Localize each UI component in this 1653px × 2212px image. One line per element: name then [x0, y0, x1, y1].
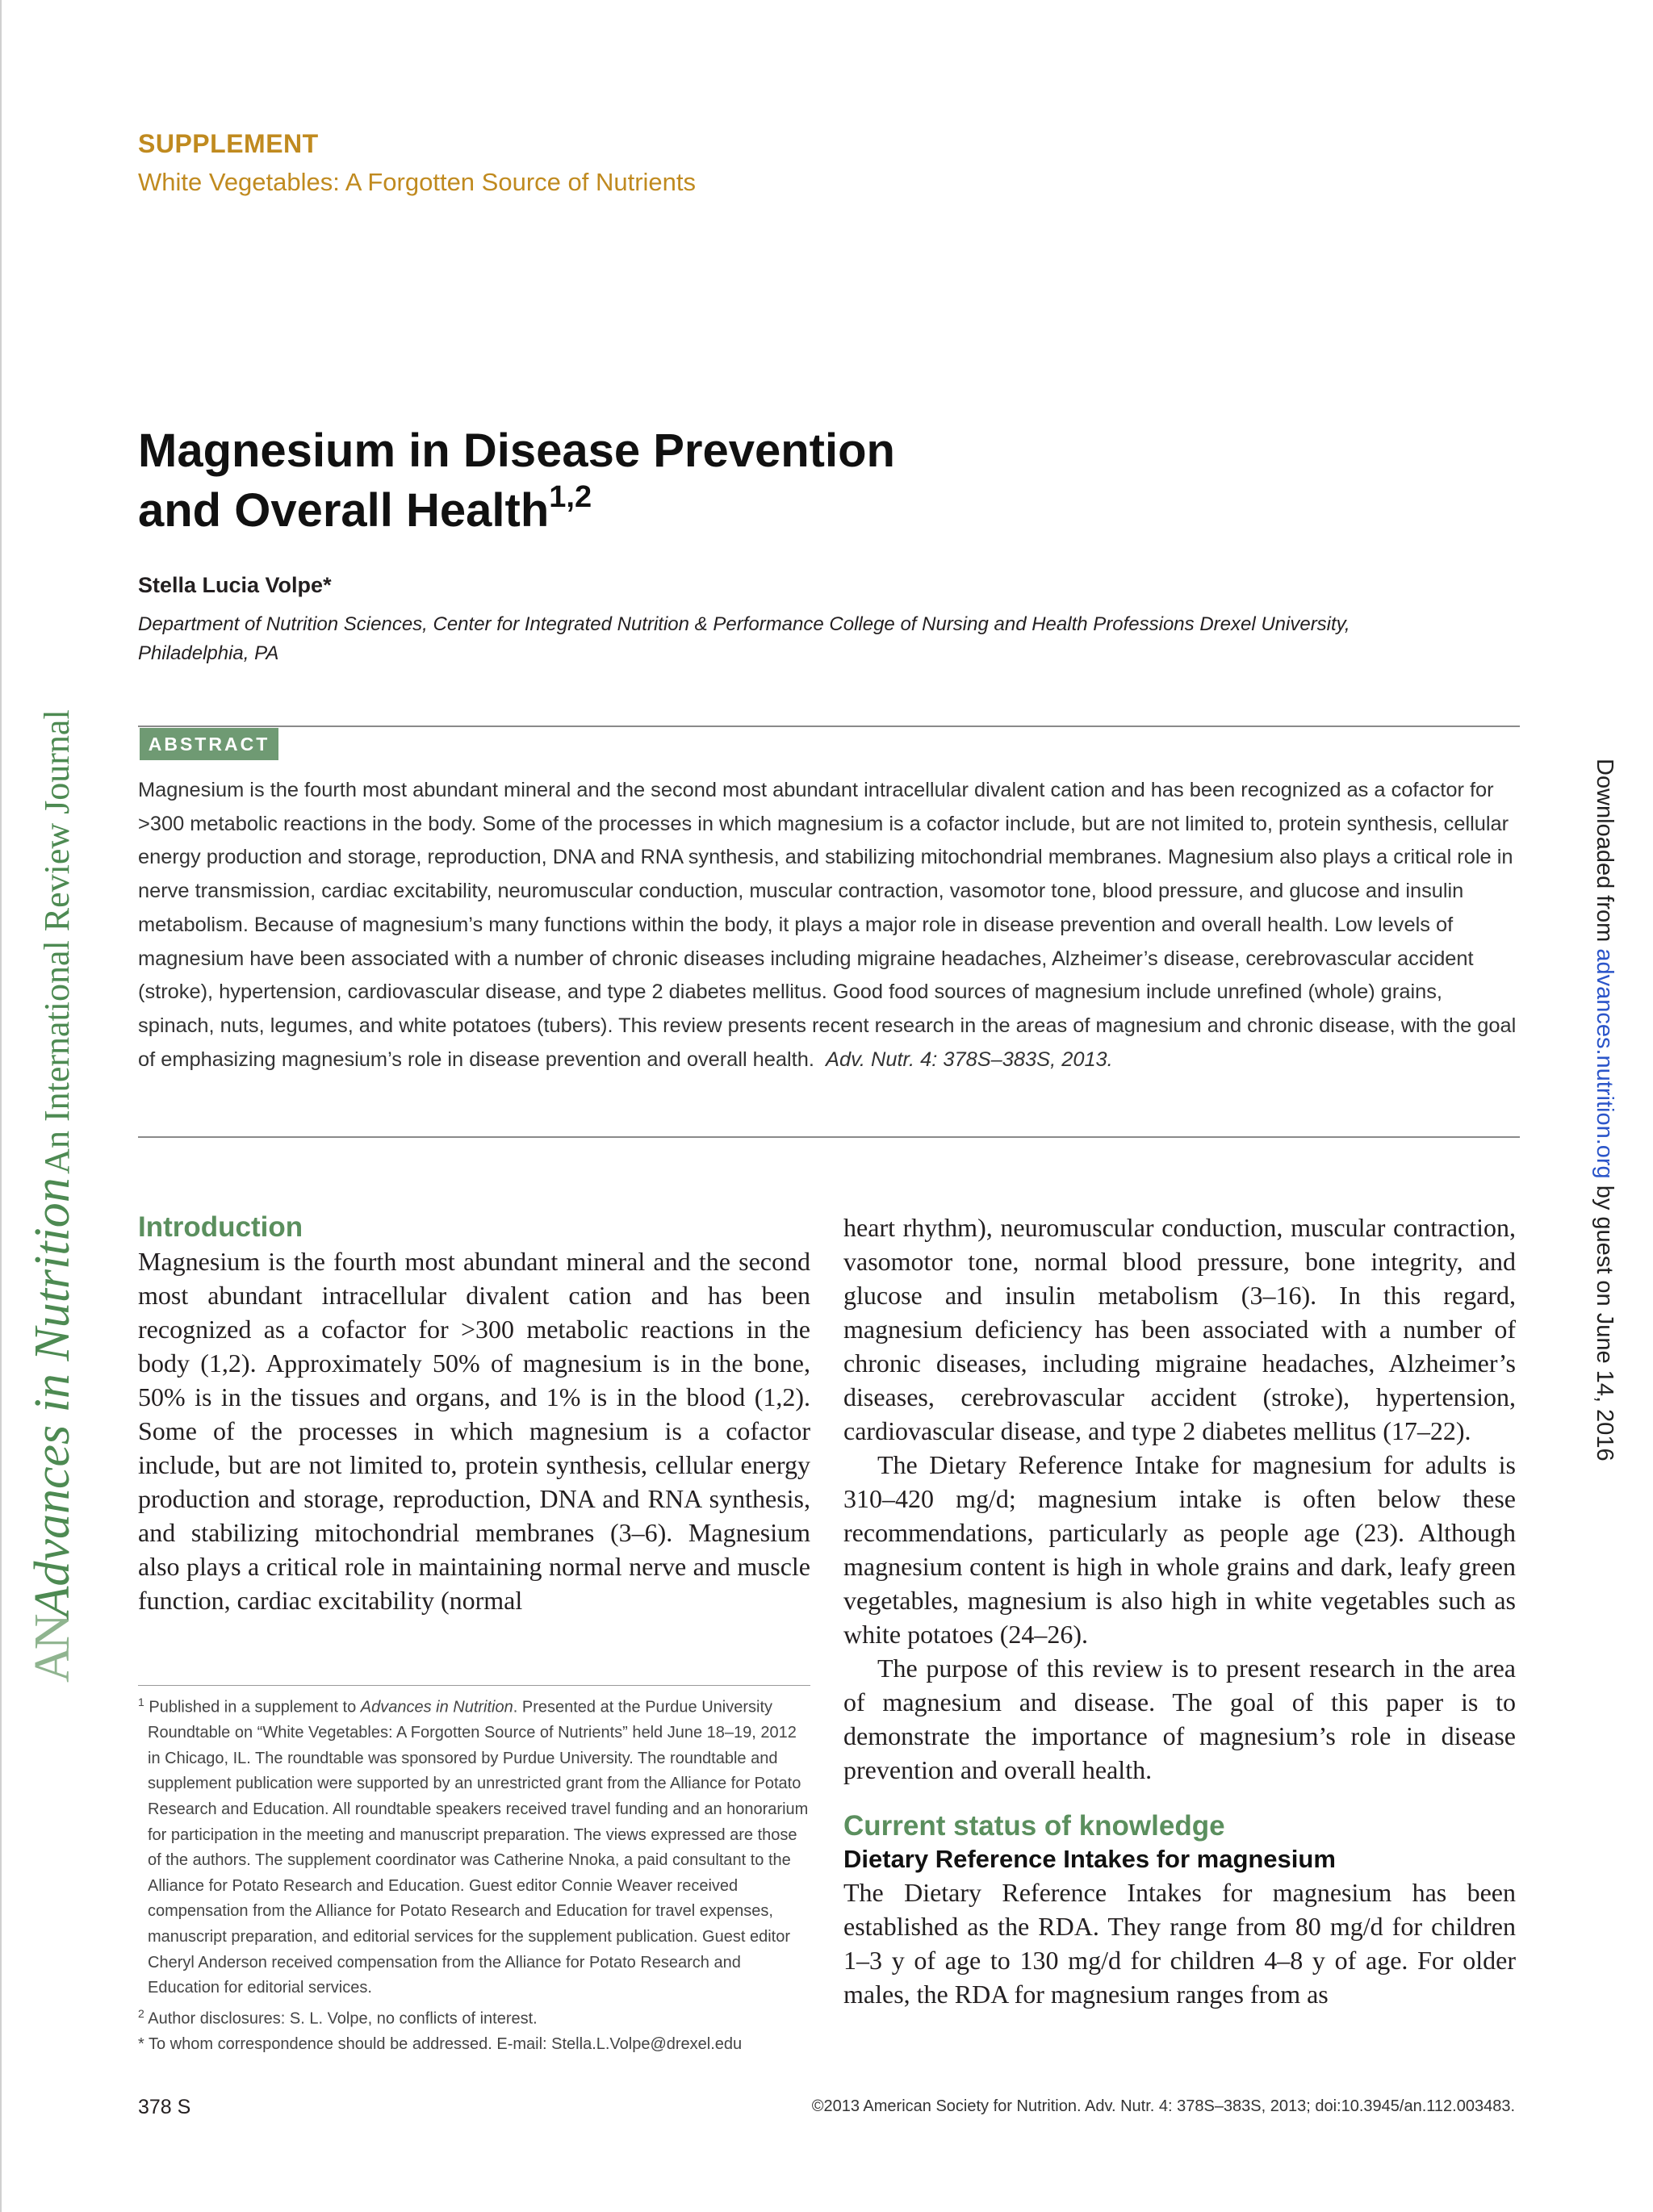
- footnote-2: [138, 2001, 810, 2032]
- footnote-1: [138, 1690, 810, 2001]
- article-title: [138, 421, 1268, 541]
- download-link[interactable]: advances.nutrition.org: [1592, 948, 1617, 1179]
- footnote-3-text[interactable]: To whom correspondence should be addressed. E-mail: Stella.L.Volpe@drexel.edu: [149, 2035, 743, 2054]
- intro-paragraph-1: Magnesium is the fourth most abundant mineral and the second most abundant intracellular divalent cation and has been recognized as a cofactor for >300 metabolic reactions in the body (1,2). Approximately 50% of magnesium is in the bone, 50% is in the tissues and organs, and 1% is in the blood (1,2). Some of the processes in which magnesium is a cofactor include, but are not limited to, protein synthesis, cellular energy production and storage, reproduction, DNA and RNA synthesis, and stabilizing mitochondrial membranes (3–6). Magnesium also plays a critical role in maintaining normal nerve and muscle function, cardiac excitability (normal: [138, 1247, 810, 1615]
- copyright-line: ©2013 American Society for Nutrition. Adv. Nutr. 4: 378S–383S, 2013; doi:10.3945/an.112.003483.: [811, 2097, 1515, 2115]
- intro-paragraph-3: The purpose of this review is to present research in the area of magnesium and disease. The goal of this paper is to demonstrate the importance of magnesium’s role in disease prevention and overall health.: [843, 1654, 1516, 1784]
- footnote-3: [138, 2032, 810, 2058]
- footnote-1-post: . Presented at the Purdue University Roundtable on “White Vegetables: A Forgotten Source of Nutrients” held June 18–19, 2012 in Chicago, IL. The roundtable was sponsored by Purdue University. The roundtable and supplement publication were supported by an unrestricted grant from the Alliance for Potato Research and Education. All roundtable speakers received travel funding and an honorarium for participation in the meeting and manuscript preparation. The views expressed are those of the authors. The supplement coordinator was Catherine Nnoka, a paid consultant to the Alliance for Potato Research and Education. Guest editor Connie Weaver received compensation from the Alliance for Potato Research and Education for travel expenses, manuscript preparation, and editorial services for the supplement publication. Guest editor Cheryl Anderson received compensation from the Alliance for Potato Research and Education for editorial services.: [148, 1698, 809, 1997]
- left-column: [138, 1211, 810, 1617]
- footnote-2-mark: 2: [138, 2006, 144, 2020]
- abstract-bottom-rule: [138, 1136, 1520, 1138]
- title-line-2: and Overall Health: [138, 484, 550, 537]
- page-edge: [0, 0, 2, 2212]
- journal-sidebar: [24, 521, 90, 1683]
- affiliation-line-2: Philadelphia, PA: [138, 642, 279, 664]
- footnote-1-mark: 1: [138, 1696, 144, 1708]
- footnote-1-journal: Advances in Nutrition: [360, 1698, 513, 1716]
- download-notice: [1591, 759, 1617, 1461]
- journal-tagline: An International Review Journal: [37, 709, 77, 1174]
- journal-logo-an: AN: [25, 1616, 80, 1683]
- abstract-citation: Adv. Nutr. 4: 378S–383S, 2013.: [826, 1047, 1113, 1071]
- footnote-3-mark: *: [138, 2035, 144, 2054]
- current-status-heading: Current status of knowledge: [843, 1810, 1225, 1842]
- footnote-rule: [138, 1685, 810, 1686]
- title-footnote-marks[interactable]: 1,2: [549, 480, 592, 514]
- right-column: [843, 1211, 1516, 2011]
- download-prefix: Downloaded from: [1592, 759, 1617, 949]
- abstract-label: ABSTRACT: [140, 728, 278, 760]
- footnote-1-pre: Published in a supplement to: [149, 1698, 361, 1716]
- affiliation-line-1: Department of Nutrition Sciences, Center for Integrated Nutrition & Performance College of Nursing and Health Professions Drexel University,: [138, 613, 1350, 635]
- abstract-text: [138, 774, 1520, 1077]
- footnotes: [138, 1690, 810, 2058]
- dri-paragraph-1: The Dietary Reference Intakes for magnesium has been established as the RDA. They range from 80 mg/d for children 1–3 y of age to 130 mg/d for children 4–8 y of age. For older males, the RDA for magnesium ranges from as: [843, 1878, 1516, 2009]
- supplement-title: White Vegetables: A Forgotten Source of Nutrients: [138, 168, 697, 196]
- download-suffix: by guest on June 14, 2016: [1592, 1178, 1617, 1461]
- page-number: 378 S: [138, 2096, 191, 2118]
- supplement-label: SUPPLEMENT: [138, 129, 319, 158]
- author-name: Stella Lucia Volpe*: [138, 573, 332, 597]
- footnote-2-text: Author disclosures: S. L. Volpe, no conflicts of interest.: [148, 2009, 538, 2028]
- abstract-top-rule: [138, 725, 1520, 727]
- title-line-1: Magnesium in Disease Prevention: [138, 424, 895, 477]
- introduction-heading: Introduction: [138, 1211, 303, 1243]
- intro-paragraph-1-continued: heart rhythm), neuromuscular conduction, muscular contraction, vasomotor tone, normal blood pressure, bone integrity, and glucose and insulin metabolism (3–16). In this regard, magnesium deficiency has been associated with a number of chronic diseases, including migraine headaches, Alzheimer’s diseases, cerebrovascular accident (stroke), hypertension, cardiovascular disease, and type 2 diabetes mellitus (17–22).: [843, 1213, 1516, 1445]
- abstract-body: Magnesium is the fourth most abundant mineral and the second most abundant intracellular divalent cation and has been recognized as a cofactor for >300 metabolic reactions in the body. Some of the processes in which magnesium is a cofactor include, but are not limited to, protein synthesis, cellular energy production and storage, reproduction, DNA and RNA synthesis, and stabilizing mitochondrial membranes. Magnesium also plays a critical role in nerve transmission, cardiac excitability, neuromuscular conduction, muscular contraction, vasomotor tone, blood pressure, and glucose and insulin metabolism. Because of magnesium’s many functions within the body, it plays a major role in disease prevention and overall health. Low levels of magnesium have been associated with a number of chronic diseases including migraine headaches, Alzheimer’s disease, cerebrovascular accident (stroke), hypertension, cardiovascular disease, and type 2 diabetes mellitus. Good food sources of magnesium include unrefined (whole) grains, spinach, nuts, legumes, and white potatoes (tubers). This review presents recent research in the areas of magnesium and chronic disease, with the goal of emphasizing magnesium’s role in disease prevention and overall health.: [138, 779, 1517, 1071]
- intro-paragraph-2: The Dietary Reference Intake for magnesium for adults is 310–420 mg/d; magnesium intake is often below these recommendations, particularly as people age (23). Although magnesium content is high in whole grains and dark, leafy green vegetables, magnesium is also high in white vegetables such as white potatoes (24–26).: [843, 1450, 1516, 1649]
- dri-subheading: Dietary Reference Intakes for magnesium: [843, 1845, 1336, 1873]
- journal-name: Advances in Nutrition: [25, 1177, 80, 1617]
- author-affiliation: [138, 610, 1510, 668]
